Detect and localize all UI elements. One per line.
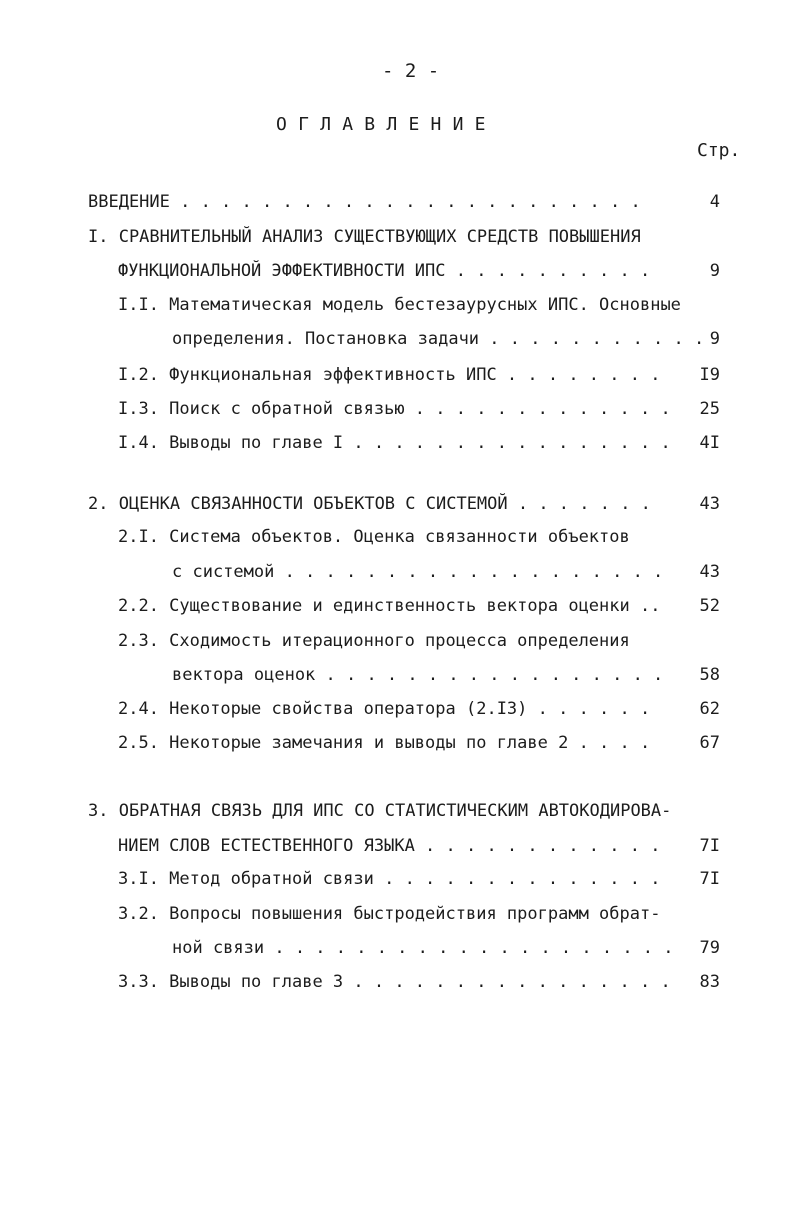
toc-entry-text: ВВЕДЕНИЕ . . . . . . . . . . . . . . . . . . . . . . . [88,192,641,212]
toc-entry-text: НИЕМ СЛОВ ЕСТЕСТВЕННОГО ЯЗЫКА . . . . . . . . . . . . [118,836,661,856]
page-column-header: Стр. [697,140,741,161]
toc-entry-text: 2.I. Система объектов. Оценка связанности объектов [118,527,630,547]
toc-entry-page: 43 [699,494,720,514]
page-number: - 2 - [382,60,440,82]
toc-entry-text: 2. ОЦЕНКА СВЯЗАННОСТИ ОБЪЕКТОВ С СИСТЕМОЙ . . . . . . . [88,494,651,514]
toc-entry-text: 2.5. Некоторые замечания и выводы по главе 2 . . . . [118,733,651,753]
toc-entry-page: 52 [699,596,720,616]
toc-entry-page: 7I [699,869,720,889]
toc-entry-page: 7I [699,836,720,856]
toc-entry-page: 62 [699,699,720,719]
toc-entry-text: I. СРАВНИТЕЛЬНЫЙ АНАЛИЗ СУЩЕСТВУЮЩИХ СРЕДСТВ ПОВЫШЕНИЯ [88,227,641,247]
toc-entry-page: 79 [699,938,720,958]
toc-entry-text: I.I. Математическая модель бестезаурусных ИПС. Основные [118,295,681,315]
toc-entry-text: 2.2. Существование и единственность вектора оценки .. [118,596,661,616]
toc-entry-page: 43 [699,562,720,582]
toc-entry-page: 58 [699,665,720,685]
toc-entry-page: 67 [699,733,720,753]
toc-entry-page: 83 [699,972,720,992]
toc-entry-text: 2.4. Некоторые свойства оператора (2.I3) . . . . . . [118,699,651,719]
toc-entry-text: 3.I. Метод обратной связи . . . . . . . . . . . . . . [118,869,661,889]
toc-entry-page: 9 [709,261,720,281]
toc-entry-text: 3.2. Вопросы повышения быстродействия программ обрат- [118,904,661,924]
toc-entry-text: 3. ОБРАТНАЯ СВЯЗЬ ДЛЯ ИПС СО СТАТИСТИЧЕСКИМ АВТОКОДИРОВА- [88,801,672,821]
toc-entry-page: 25 [699,399,720,419]
toc-entry-page: 9 [709,329,720,349]
toc-entry-text: определения. Постановка задачи . . . . . . . . . . . [172,329,705,349]
toc-entry-page: I9 [699,365,720,385]
toc-title: О Г Л А В Л Е Н И Е [276,114,486,135]
toc-entry-text: вектора оценок . . . . . . . . . . . . . . . . . [172,665,664,685]
toc-entry-text: I.2. Функциональная эффективность ИПС . . . . . . . . [118,365,661,385]
toc-entry-text: ФУНКЦИОНАЛЬНОЙ ЭФФЕКТИВНОСТИ ИПС . . . . . . . . . . [118,261,651,281]
toc-entry-text: I.3. Поиск с обратной связью . . . . . . . . . . . . . [118,399,671,419]
toc-entry-text: 2.3. Сходимость итерационного процесса определения [118,631,630,651]
toc-entry-text: 3.3. Выводы по главе 3 . . . . . . . . . . . . . . . . [118,972,671,992]
toc-entry-page: 4 [709,192,720,212]
toc-entry-text: I.4. Выводы по главе I . . . . . . . . . . . . . . . . [118,433,671,453]
toc-entry-text: с системой . . . . . . . . . . . . . . . . . . . [172,562,664,582]
toc-entry-text: ной связи . . . . . . . . . . . . . . . . . . . . [172,938,674,958]
toc-entry-page: 4I [699,433,720,453]
